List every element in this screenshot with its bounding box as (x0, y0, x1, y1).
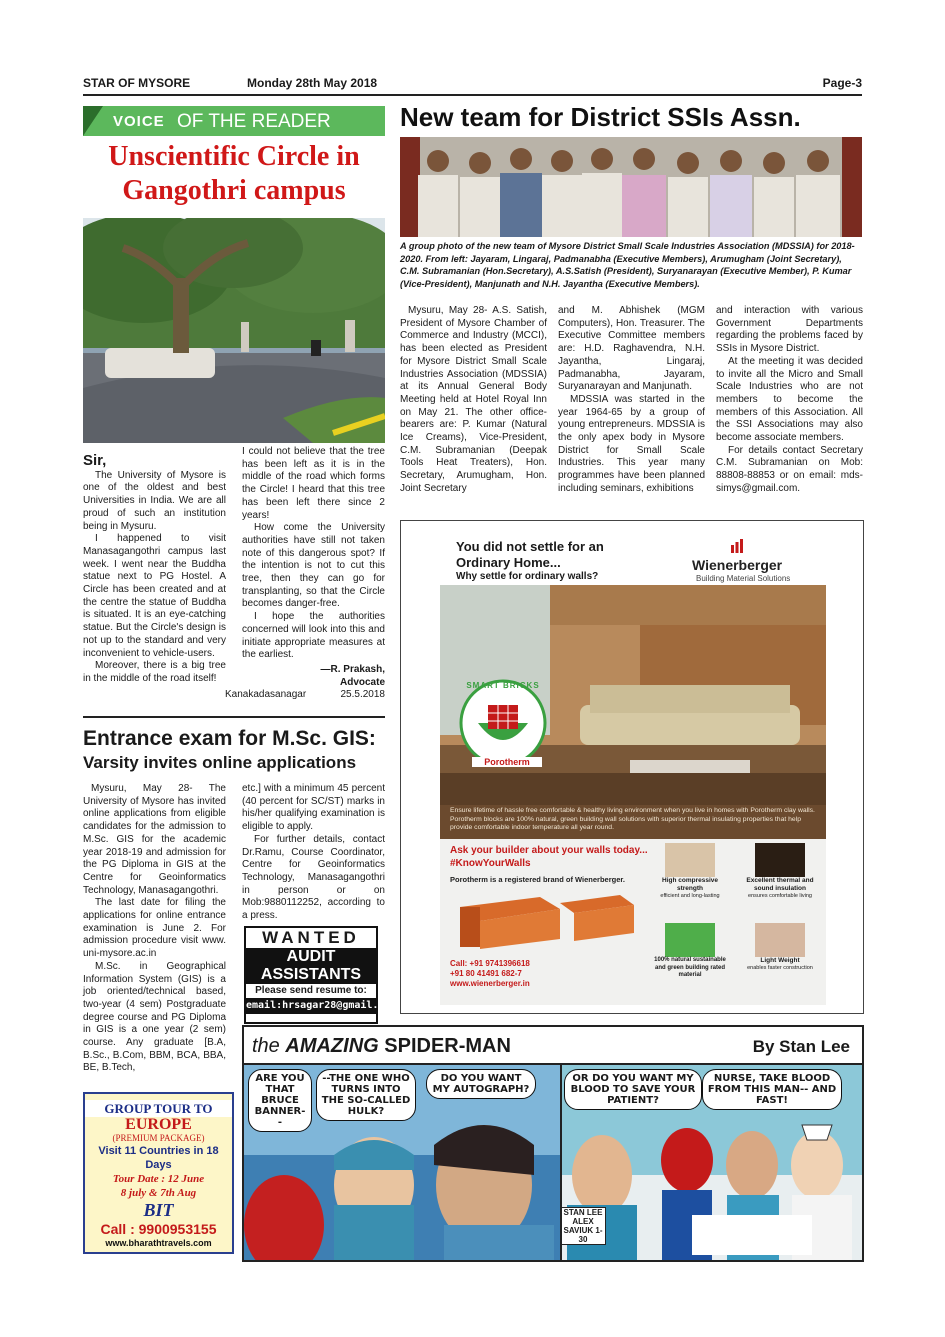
feature-strength (652, 843, 728, 919)
issue-date: Monday 28th May 2018 (247, 76, 378, 90)
gis-paragraph: The last date for filing the applications for online entrance examination is June 2. For admission procedure visit www. uni-mysore.ac.in (83, 897, 226, 960)
feature-label: Light Weight (760, 957, 800, 964)
ad-header (440, 527, 826, 583)
signature-date: 25.5.2018 (340, 689, 385, 701)
ssi-paragraph: MDSSIA was started in the year 1964-65 by a group of young entrepreneurs. MDSSIA is the only apex body in Mysore District for Small Scale Industries. This year many programmes have been planned including seminars, exhibitions (558, 393, 705, 494)
ad-lower (440, 839, 826, 1005)
tour-line5: Tour Date : 12 June (112, 1173, 205, 1185)
ad-brand-sub: Building Material Solutions (696, 574, 791, 583)
ssi-headline: New team for District SSIs Assn. (400, 102, 801, 132)
feature-label: 100% natural sustainable and green building rated material (654, 957, 726, 978)
tour-phone: Call : 9900953155 (100, 1221, 217, 1237)
gis-headline: Entrance exam for M.Sc. GIS: (83, 727, 376, 750)
gis-paragraph: For further details, contact Dr.Ramu, Course Coordinator, Centre for Geoinformatics Technology, Manasagangothri in person or on Mob:9880112252, according to a press. (242, 833, 385, 922)
page-number: Page-3 (822, 76, 862, 90)
ad-headline1: You did not settle for an (456, 539, 604, 554)
feature-label: High compressive strength (662, 877, 718, 892)
wanted-line2: AUDIT (246, 948, 376, 966)
ssi-column-1 (400, 305, 547, 496)
gis-headline-block (83, 726, 385, 774)
ad-brand: Wienerberger (692, 557, 783, 573)
speech-bubble: ARE YOU THAT BRUCE BANNER-- (248, 1069, 312, 1132)
gis-column-1 (83, 783, 226, 1075)
badge-title: SMART BRICKS (466, 681, 540, 690)
ssi-column-2 (558, 305, 705, 496)
ad-call2: +91 80 41491 682-7 (450, 969, 522, 978)
letter-paragraph: I happened to visit Manasagangothri campus last week. I went near the Buddha statue next to PG Hostel. A Circle has been created and at the centre the statue of Buddha is situated. It is an eye-catching statue. But the Circle's design is not up to the standard and very inconvenient to vehicle-users. (83, 533, 226, 659)
letter-paragraph: How come the University authorities have still not taken note of this dangerous spot? If the intention is not to cut this tree, then they can go for transplanting, so that the Circle becomes danger-free. (242, 522, 385, 610)
tour-line4: Visit 11 Countries in 18 Days (98, 1145, 219, 1171)
feature-sublabel: efficient and long-lasting (660, 893, 720, 899)
banner-reader-label: OF THE READER (177, 111, 331, 132)
letter-paragraph: I hope the authorities concerned will look into this and initiate appropriate measures at the earliest. (242, 611, 385, 661)
ad-info-strip: Ensure lifetime of hassle free comfortable & healthy living environment when you live in homes with Porotherm clay walls. Porotherm blocks are 100% natural, green building wall solutions with superior thermal insulating properties that help provide comfortable indoor temperature all year round. (440, 805, 826, 839)
letter-salutation: Sir, (83, 452, 107, 469)
tour-line1: GROUP TOUR TO (85, 1100, 232, 1117)
signature-place: Kanakadasanagar (225, 689, 307, 701)
feature-insulation (738, 843, 822, 919)
comic-title-rest: SPIDER-MAN (384, 1035, 511, 1057)
ssi-paragraph: Mysuru, May 28- A.S. Satish, President of Mysore Chamber of Commerce and Industry (MCCI), has been elected as President for Mysore District Small Scale Industries Association (MDSSIA) at its Annual General Body Meeting held at Hotel Royal Inn on May 21. The other office-bearers are: P. Kumar (Natural Ice Creams), Vice-President, C.M. Subramanian (Deepak Tools Heat Treaters), Hon. Secretary, Arumugham, Hon. Joint Secretary (400, 305, 547, 494)
ssi-paragraph: At the meeting it was decided to invite all the Micro and Small Scale Industries who are not members to become the members of this Association. All the SSI Associations may also become associate members. (716, 355, 863, 444)
badge-brand: Porotherm (472, 757, 542, 767)
feature-sublabel: ensures comfortable living (748, 893, 812, 899)
comic-title-the: the (252, 1035, 280, 1057)
tour-line2: EUROPE (125, 1116, 192, 1133)
gis-paragraph: Mysuru, May 28- The University of Mysore has invited online applications from eligible candidates for the admission to M.Sc. GIS for the academic year 2018-19 and admission for the PG Diploma in GIS at the Centre for Geoinformatics Technology, Manasagangothri. (83, 783, 226, 896)
smart-bricks-badge (458, 677, 548, 771)
letter-paragraph: I could not believe that the tree has been left as it is in the middle of the road which forms the Circle! I heard that this tree has been left there since 2 years! (242, 446, 385, 521)
signature-line (225, 689, 385, 702)
ad-headline3: Why settle for ordinary walls? (456, 571, 599, 582)
thermal-icon (755, 843, 805, 877)
wanted-line4: Please send resume to: (255, 985, 367, 996)
comic-panel-2 (562, 1063, 862, 1260)
ad-headline2: Ordinary Home... (456, 555, 561, 570)
speech-bubble: OR DO YOU WANT MY BLOOD TO SAVE YOUR PATIENT? (564, 1069, 702, 1110)
gis-column-2 (242, 783, 385, 923)
hand-brick-icon (755, 923, 805, 957)
ad-hashtag: #KnowYourWalls (450, 858, 531, 869)
comic-title-amazing: AMAZING (285, 1035, 379, 1057)
letter-paragraph: The University of Mysore is one of the oldest and best Universities in India. We are all proud of such an institution being in Mysuru. (83, 469, 226, 532)
gis-divider (83, 716, 385, 718)
feature-lightweight (738, 923, 822, 999)
europe-tour-ad (83, 1092, 234, 1254)
letter-column-2 (225, 446, 385, 702)
gis-paragraph: etc.] with a minimum 45 percent (40 percent for SC/ST) marks in his/her qualifying examination is eligible to apply. (242, 783, 385, 833)
letter-headline: Unscientific Circle in Gangothri campus (108, 141, 360, 206)
comic-title (252, 1033, 511, 1059)
brick-blocks-image (450, 887, 640, 949)
banner-triangle-icon (83, 106, 103, 136)
ad-call1: Call: +91 9741396618 (450, 959, 530, 968)
tour-brand-logo: BIT (143, 1200, 174, 1220)
signature-name: —R. Prakash, (320, 663, 385, 675)
ssi-photo-caption: A group photo of the new team of Mysore District Small Scale Industries Association (MDSSIA) for 2018-2020. From left: Jayaram, Lingaraj, Padmanabha (Executive Members), Arumugham (Joint Secretary), C.M. Subramanian (Hon.Secretary), A.S.Satish (President), Suryanarayan (Executive Member), P. Kumar (Vice-President), Manjunath and N.H. Jayantha (Executive Members). (400, 241, 855, 289)
wienerberger-ad (440, 527, 826, 1005)
letter-paragraph: Moreover, there is a big tree in the middle of the road itself! (83, 660, 226, 684)
ssi-group-photo (400, 137, 862, 237)
voice-of-reader-banner (83, 106, 385, 136)
fist-icon (665, 843, 715, 877)
comic-byline: By Stan Lee (752, 1037, 850, 1056)
masthead (83, 74, 862, 96)
tour-line6: 8 july & 7th Aug (120, 1187, 197, 1199)
wienerberger-logo-icon (730, 539, 744, 553)
ssi-paragraph: and M. Abhishek (MGM Computers), Hon. Treasurer. The Executive Committee members are: H.D. Raghavendra, N.H. Jayantha, Lingaraj, Padmanabha, Jayaram, Suryanarayan and Manjunath. (558, 305, 705, 393)
speech-bubble: NURSE, TAKE BLOOD FROM THIS MAN-- AND FAST! (702, 1069, 842, 1110)
feature-natural (652, 923, 728, 999)
tour-line3: (PREMIUM PACKAGE) (112, 1133, 205, 1143)
feature-label: Excellent thermal and sound insulation (746, 877, 814, 892)
wanted-ad (244, 926, 397, 1024)
speech-bubble: DO YOU WANT MY AUTOGRAPH? (426, 1069, 536, 1099)
paper-name: STAR OF MYSORE (83, 76, 191, 90)
letter-column-1 (83, 452, 226, 686)
banner-voice-label: VOICE (113, 113, 165, 130)
comic-panel-1 (244, 1063, 562, 1260)
tour-website: www.bharathtravels.com (105, 1238, 212, 1248)
ad-ask: Ask your builder about your walls today... (450, 845, 648, 856)
wanted-line1: WANTED (262, 928, 360, 947)
signature-title: Advocate (339, 676, 385, 688)
wanted-email: email:hrsagar28@gmail.com (246, 998, 376, 1014)
ad-registered: Porotherm is a registered brand of Wienerberger. (450, 875, 625, 884)
wanted-line3: ASSISTANTS (246, 966, 376, 984)
ad-web: www.wienerberger.in (450, 979, 530, 988)
green-building-icon (665, 923, 715, 957)
ssi-column-3 (716, 305, 863, 496)
spiderman-comic (242, 1025, 864, 1262)
gis-subheadline: Varsity invites online applications (83, 753, 357, 772)
gis-paragraph: M.Sc. in Geographical Information System (GIS) is a job oriented/technical based, two-year (4 sem) Postgraduate degree course and PG Diploma in GIS is a one year (2 sem) course. Any graduate [B.A, B.Sc., B.Com, BBM, BCA, BBA, BE, B.Tech, (83, 960, 226, 1074)
ssi-paragraph: and interaction with various Government Departments regarding the problems faced by SSIs in Mysore District. (716, 305, 863, 355)
ssi-paragraph: For details contact Secretary C.M. Subramanian on Mob: 88808-88853 or on email: mds-simys@gmail.com. (716, 444, 863, 494)
speech-bubble: --THE ONE WHO TURNS INTO THE SO-CALLED HULK? (316, 1069, 416, 1121)
comic-credit: STAN LEE ALEX SAVIUK 1-30 (562, 1207, 606, 1245)
campus-circle-photo (83, 218, 385, 443)
feature-sublabel: enables faster construction (747, 965, 813, 971)
